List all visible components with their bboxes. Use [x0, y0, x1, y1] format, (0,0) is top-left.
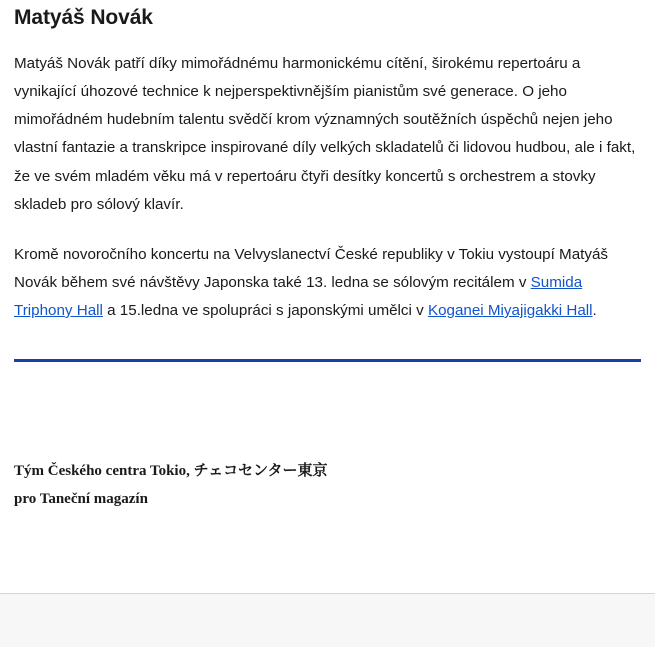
article-paragraph-2 — [14, 219, 641, 325]
koganei-miyajigakki-hall-link[interactable]: Koganei Miyajigakki Hall — [427, 302, 593, 319]
page-title: Matyáš Novák — [14, 6, 153, 29]
article-paragraph-1: Matyáš Novák patří díky mimořádnému harmonickému cítění, širokému repertoáru a vynikající úhozové technice k nejperspektivnějším pianistům své generace. O jeho mimořádném hudebním talentu svědčí krom významných soutěžních úspěchů nejen jeho vlastní fantazie a transkripce inspirované díly velkých skladatelů či lidovou hudbou, ale i fakt, že ve svém mladém věku má v repertoáru čtyři desítky koncertů s orchestrem a stovky skladeb pro sólový klavír. — [14, 55, 636, 213]
paragraph-2-text-part-1: Kromě novoročního koncertu na Velvyslanectví České republiky v Tokiu vystoupí Matyáš Novák během své návštěvy Japonska také 13. ledna se sólovým recitálem v — [14, 245, 609, 291]
signature-line-1: Tým Českého centra Tokio, チェコセンター東京 — [14, 463, 328, 480]
paragraph-2-text-part-3: . — [592, 302, 597, 319]
sumida-triphony-hall-link[interactable]: Sumida Triphony Hall — [14, 273, 583, 319]
signature-block — [14, 370, 641, 514]
paragraph-2-text-part-2: a 15.ledna ve spolupráci s japonskými umělci v — [102, 302, 428, 319]
section-divider — [14, 359, 641, 362]
signature-line-2: pro Taneční magazín — [14, 490, 148, 507]
footer-band — [0, 594, 655, 647]
